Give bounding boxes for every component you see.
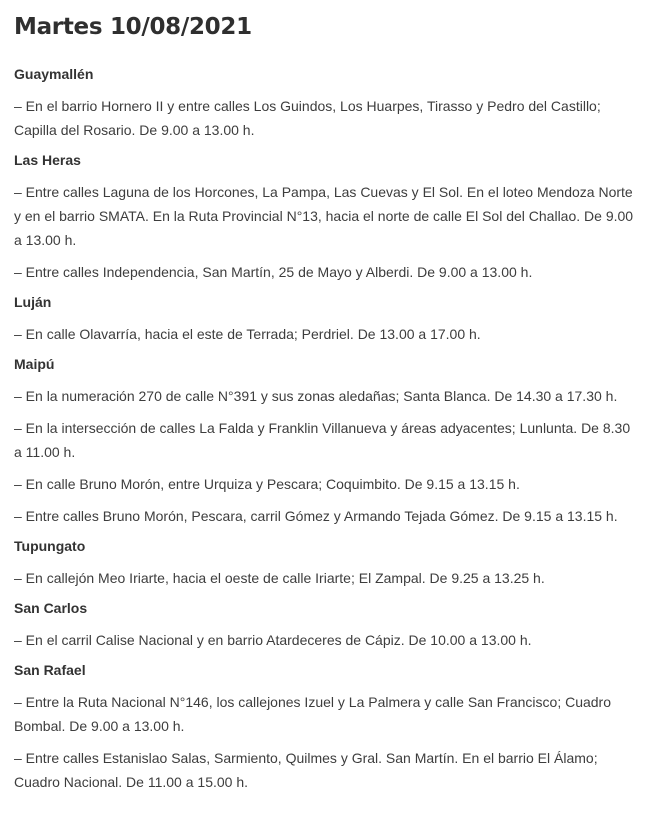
section-san-carlos <box>14 598 641 652</box>
section-san-rafael <box>14 660 641 794</box>
list-item: – En la numeración 270 de calle N°391 y sus zonas aledañas; Santa Blanca. De 14.30 a 17.30 h. <box>14 388 618 404</box>
section-las-heras <box>14 150 641 284</box>
list-item: – Entre calles Bruno Morón, Pescara, carril Gómez y Armando Tejada Gómez. De 9.15 a 13.15 h. <box>14 508 618 524</box>
list-item: – En el carril Calise Nacional y en barrio Atardeceres de Cápiz. De 10.00 a 13.00 h. <box>14 632 532 648</box>
list-item: – En callejón Meo Iriarte, hacia el oeste de calle Iriarte; El Zampal. De 9.25 a 13.25 h. <box>14 570 545 586</box>
list-item: – En la intersección de calles La Falda y Franklin Villanueva y áreas adyacentes; Lunlunta. De 8.30 a 11.00 h. <box>14 420 631 460</box>
section-heading: San Rafael <box>14 662 86 678</box>
section-maipu <box>14 354 641 528</box>
list-item: – Entre calles Estanislao Salas, Sarmiento, Quilmes y Gral. San Martín. En el barrio El Álamo; Cuadro Nacional. De 11.00 a 15.00 h. <box>14 750 598 790</box>
list-item: – Entre calles Independencia, San Martín, 25 de Mayo y Alberdi. De 9.00 a 13.00 h. <box>14 264 533 280</box>
section-guaymallen <box>14 64 641 142</box>
list-item: – Entre calles Laguna de los Horcones, La Pampa, Las Cuevas y El Sol. En el loteo Mendoza Norte y en el barrio SMATA. En la Ruta Provincial N°13, hacia el norte de calle El Sol del Challao. De 9.00 a 13.00 h. <box>14 184 634 248</box>
section-heading: Maipú <box>14 356 55 372</box>
section-heading: Luján <box>14 294 52 310</box>
list-item: – En calle Olavarría, hacia el este de Terrada; Perdriel. De 13.00 a 17.00 h. <box>14 326 481 342</box>
page-title: Martes 10/08/2021 <box>14 14 252 40</box>
list-item: – En el barrio Hornero II y entre calles Los Guindos, Los Huarpes, Tirasso y Pedro del Castillo; Capilla del Rosario. De 9.00 a 13.00 h. <box>14 98 601 138</box>
section-heading: Las Heras <box>14 152 81 168</box>
section-heading: Guaymallén <box>14 66 94 82</box>
section-lujan <box>14 292 641 346</box>
section-tupungato <box>14 536 641 590</box>
section-heading: San Carlos <box>14 600 88 616</box>
list-item: – Entre la Ruta Nacional N°146, los callejones Izuel y La Palmera y calle San Francisco; Cuadro Bombal. De 9.00 a 13.00 h. <box>14 694 612 734</box>
list-item: – En calle Bruno Morón, entre Urquiza y Pescara; Coquimbito. De 9.15 a 13.15 h. <box>14 476 520 492</box>
section-heading: Tupungato <box>14 538 86 554</box>
